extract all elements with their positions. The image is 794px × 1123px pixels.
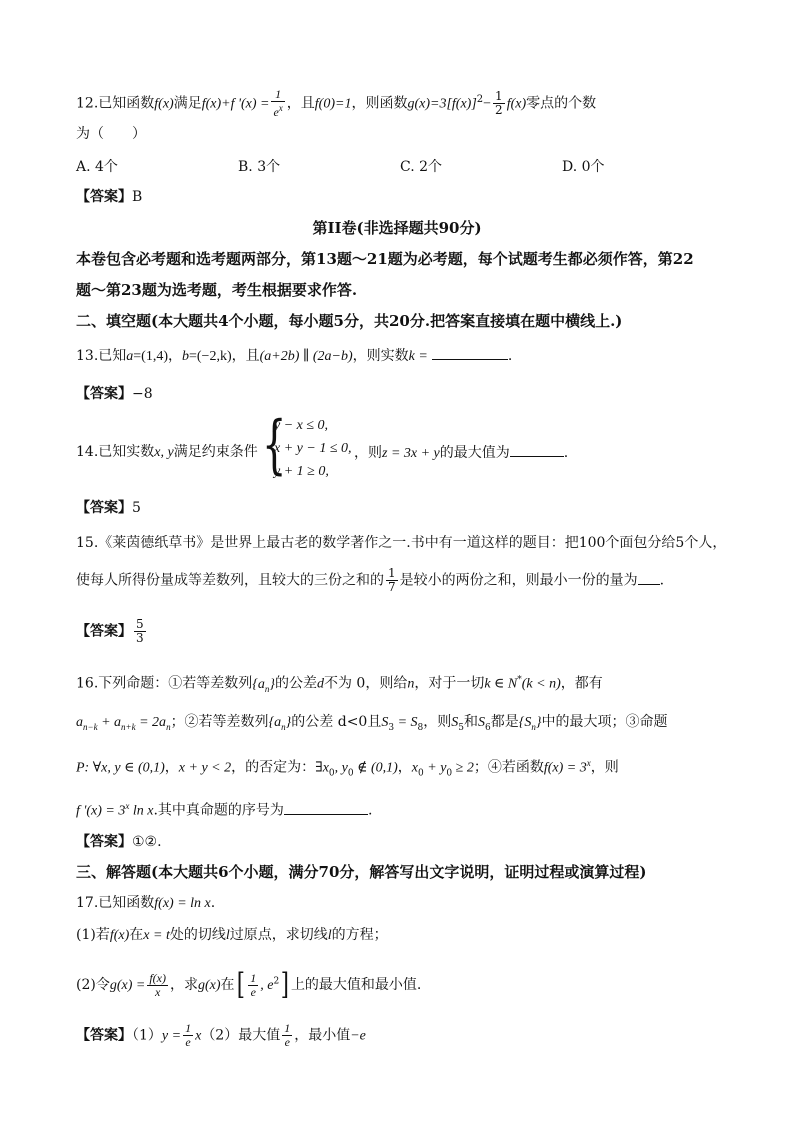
q17-int-num: 1 [250,970,257,985]
q17-p1b: f(x) [109,928,130,943]
q14-vars: x, y [154,445,174,460]
q12-fraction [271,88,284,119]
q16-l2o: {S [518,715,532,730]
q16-l2f: } [285,715,292,730]
q16-l3f-sub: 0 [347,768,354,779]
q13-end: . [507,348,513,364]
section3-title: 三、解答题(本大题共6个小题，满分70分，解答写出文字说明，证明过程或演算过程) [76,863,647,881]
q15-ans-num: 5 [136,617,144,631]
q17-p1i: 的方程； [331,927,388,943]
q12-frac-num: 1 [271,88,284,102]
q17-ans-y: y = [161,1028,182,1044]
q12-choice-b[interactable]: B. 3个 [238,159,281,175]
q16-l3m-sup: x [586,758,591,768]
q12-satisfies: 满足 [173,95,202,112]
answer-label: 【答案】 [76,386,132,402]
q16-l2b-sub: n+k [121,721,136,732]
q16-l1k: ，都有 [560,675,603,692]
q17-p2a: (2)令 [76,977,110,993]
q16-l3m: f(x) = 3 [543,760,587,776]
q16-l2c: = 2a [135,715,167,730]
q12-line1 [76,88,596,119]
q16-l2a: a [76,715,83,730]
part2-desc-line1: 本卷包含必考题和选考题两部分，第13题～21题为必考题，每个试题考生都必须作答，第22 [76,250,694,268]
q16-l3f: , y [334,760,348,776]
q16-seq [252,677,275,692]
q17-ans-max-den: e [284,1035,290,1049]
q17-ans-x: x [195,1028,202,1044]
q16-l1e: d [316,676,324,692]
q16-l4a: f '(x) = 3 [76,803,126,819]
q14-mid: 满足约束条件 [173,444,258,460]
q17-p1c: 在 [129,927,144,943]
q16-l3k: ≥ 2 [452,760,474,776]
q12-half [493,90,505,117]
q12-choice-a[interactable]: A. 4个 [76,159,118,175]
q16-l2m: S [478,715,485,730]
answer-label: 【答案】 [76,1027,132,1044]
q16-l2m-sub: 6 [485,722,491,733]
q16-l4b: ln x [129,803,154,819]
q16-l2p: } [535,715,542,730]
q14-z: z = 3x + y [382,446,440,461]
q12-line2: 为（ ） [76,126,146,142]
q16-l3g: ∉ (0,1) [353,760,398,776]
q12-prefix: 12.已知函数 [76,95,155,112]
section2-title: 二、填空题(本大题共4个小题，每小题5分，共20分.把答案直接填在题中横线上.) [76,312,623,330]
q16-l1f: 不为 0，则给 [323,675,408,692]
q13-blank[interactable] [432,345,508,360]
q12-fx: f(x) [154,96,174,112]
answer-label: 【答案】 [76,834,132,850]
q14-constraint-3: y + 1 ≥ 0, [274,464,329,479]
q16-l1j: (k < n) [521,676,561,692]
q15-frac-num: 1 [388,566,396,580]
q16-line1 [76,670,603,698]
q16-l4c: .其中真命题的序号为 [153,802,284,819]
q14-prefix: 14.已知实数 [76,444,155,460]
q17-p2-fraction [147,972,168,999]
q17-int-right: , e [260,978,274,993]
q15-frac-den: 7 [388,580,396,594]
q17-answer [76,1022,366,1049]
q16-l1i: k ∈ N [484,676,518,692]
q17-end: . [210,895,216,911]
q14-answer [76,498,141,518]
q16-l3c: x + y < 2 [178,760,232,776]
q17-part1 [76,925,388,946]
q13-expr: (a+2b) ∥ (2a−b) [259,349,353,364]
q12-zeros-text: 零点的个数 [526,95,597,112]
q16-l1a: 16.下列命题：①若等差数列 [76,675,253,692]
q17-p1g: 过原点，求切线 [229,927,328,943]
q12-choice-c[interactable]: C. 2个 [400,159,443,175]
q15-blank[interactable] [638,570,660,585]
q17-fx: f(x) = ln x [154,896,211,911]
q15-answer [76,618,148,645]
q17-p2-num: f(x) [149,970,166,985]
q12-gx-tail: f(x) [506,96,527,112]
q17-line1 [76,893,215,914]
q12-minus: − [483,96,492,112]
q12-cond-sep: ，且 [286,95,315,112]
q14-tail: ，则 [354,445,382,461]
q17-p2f: 上的最大值和最小值. [290,977,422,993]
q14-line-tail [354,442,568,464]
q16-l2i: = S [394,715,418,730]
q16-l2l: 和 [464,714,478,730]
q14-constraint-2: x + y − 1 ≤ 0, [274,441,352,456]
q13-b-val: =(−2,k)，且 [189,349,260,364]
q16-l3j-sub: 0 [446,768,453,779]
q12-frac-den-sup: x [278,103,283,113]
q16-end: . [367,802,373,819]
q17-interval-fraction [248,972,258,999]
q16-l1b-sub: n [264,683,270,694]
q16-l2d: ；②若等差数列 [170,714,269,730]
q16-l4a-sup: x [125,801,130,811]
q16-l2b: + a [97,715,122,730]
q13-prefix: 13.已知 [76,348,127,364]
q17-ans-max-fraction [282,1022,292,1049]
q17-ans1: （1） [132,1027,162,1044]
answer-value: B [132,189,143,205]
q17-ans3: ，最小值 [294,1027,351,1044]
q17-p1a: (1)若 [76,927,110,943]
q16-l2n: 都是 [490,714,519,730]
q17-int-den: e [250,984,256,999]
q16-line2 [76,712,667,738]
answer-label: 【答案】 [76,500,132,516]
q17-p1d: x = t [143,928,170,943]
q13-vec-a: a [126,349,134,364]
q16-l3e: ∃x [315,760,329,776]
q17-p1h: l [327,928,332,943]
q12-half-num: 1 [495,89,503,103]
q16-line3 [76,753,619,783]
q16-l3d: ，的否定为： [231,759,316,776]
q16-l1d: 的公差 [274,675,317,692]
q16-l2j: ，则 [423,714,452,730]
q13-a-val: =(1,4)， [133,349,182,364]
q16-l3a: P: ∀x, y ∈ (0,1) [76,760,165,776]
q17-ans-max-num: 1 [284,1021,291,1035]
q12-frac-den: e [273,105,279,119]
q16-l2i-sub: 8 [417,722,424,733]
answer-label: 【答案】 [76,189,132,205]
q17-ans-min: −e [350,1028,366,1044]
answer-value: ①②. [132,834,162,850]
q17-ans-den: e [185,1035,191,1049]
q14-line [76,442,258,463]
answer-label: 【答案】 [76,623,132,640]
q16-l3j: + y [423,760,447,776]
q16-l3e-sub: 0 [328,768,335,779]
q16-l1c: } [269,676,275,692]
q16-l3h: ， [397,759,412,776]
q17-ans-num: 1 [185,1021,192,1035]
q12-eq-left: f(x)+f '(x) = [201,96,270,112]
q16-l2h: S [381,715,389,730]
q15-end: . [659,572,665,589]
q17-p2-den: x [155,984,161,999]
q15-answer-fraction [134,618,146,645]
q16-l1h: ，对于一切 [414,675,485,692]
q14-constraint-1: y − x ≤ 0, [274,418,329,433]
q16-answer [76,832,162,852]
q16-l1g: n [407,676,415,692]
q16-l3l: ；④若函数 [473,759,544,776]
q16-blank[interactable] [284,800,368,815]
q13-line [76,345,512,367]
q17-p2b: g(x) = [109,978,146,993]
q16-l3i-sub: 0 [418,768,424,779]
q12-then: ，则函数 [351,95,408,112]
q12-answer [76,187,142,207]
q17-p1f: l [225,928,230,943]
q17-ans2: （2）最大值 [201,1027,281,1044]
q15-line2 [76,567,664,594]
left-brace-icon: { [262,408,287,482]
q16-l2a-sub: n−k [83,721,98,732]
q16-l1i-sup: * [517,675,522,685]
q16-l2k: S [451,715,459,730]
q16-l3b: ， [164,759,179,776]
q13-tail: ，则实数 [352,348,409,364]
q15-line1: 15.《莱茵德纸草书》是世界上最古老的数学著作之一.书中有一道这样的题目：把100个面包分给5个人， [76,535,727,551]
q12-cond: f(0)=1 [314,96,352,112]
q12-gx-sup: 2 [476,93,484,105]
part2-title: 第II卷(非选择题共90分) [312,219,482,237]
right-bracket-icon: ] [280,967,290,1002]
q16-l2q: 中的最大项；③命题 [541,714,668,730]
q17-p1e: 处的切线 [169,927,226,943]
q16-l3i: x [411,760,419,776]
q14-blank[interactable] [510,442,564,457]
q16-l2e-sub: n [281,721,286,732]
q16-l2o-sub: n [531,721,536,732]
q12-half-den: 2 [495,103,503,117]
q14-end: . [563,445,569,461]
q13-answer [76,384,153,404]
part2-desc-line2: 题～第23题为选考题，考生根据要求作答. [76,281,358,299]
q16-l2k-sub: 5 [458,722,464,733]
answer-value: 5 [132,500,141,516]
q17-prefix: 17.已知函数 [76,895,155,911]
q17-p2d: g(x) [198,978,221,993]
q16-l2c-sub: n [166,721,171,732]
left-bracket-icon: [ [236,967,245,1002]
q15-ans-den: 3 [136,631,144,645]
q17-int-sup: 2 [273,976,280,987]
q13-k: k = [408,349,428,364]
q16-l2g: 的公差 d<0且 [291,714,382,730]
q15-line2b: 是较小的两份之和，则最小一份的量为 [399,572,638,589]
q13-vec-b: b [182,349,189,364]
q15-line2a: 使每人所得份量成等差数列，且较大的三份之和的 [76,572,384,589]
q12-gx-left: g(x)=3[f(x)] [407,96,477,112]
q17-p2e: 在 [220,977,235,993]
q14-tail2: 的最大值为 [439,445,510,461]
q16-line4 [76,796,372,822]
q16-l2h-sub: 3 [388,722,395,733]
q12-choice-d[interactable]: D. 0个 [562,159,605,175]
q17-ans-fraction [183,1022,193,1049]
q17-p2c: ，求 [170,977,198,993]
q15-fraction [386,567,398,594]
q17-part2 [76,967,422,1002]
answer-value: −8 [132,386,153,402]
q16-l3n: ，则 [590,759,619,776]
q16-l1b: {a [252,676,265,692]
q16-l2e: {a [268,715,282,730]
